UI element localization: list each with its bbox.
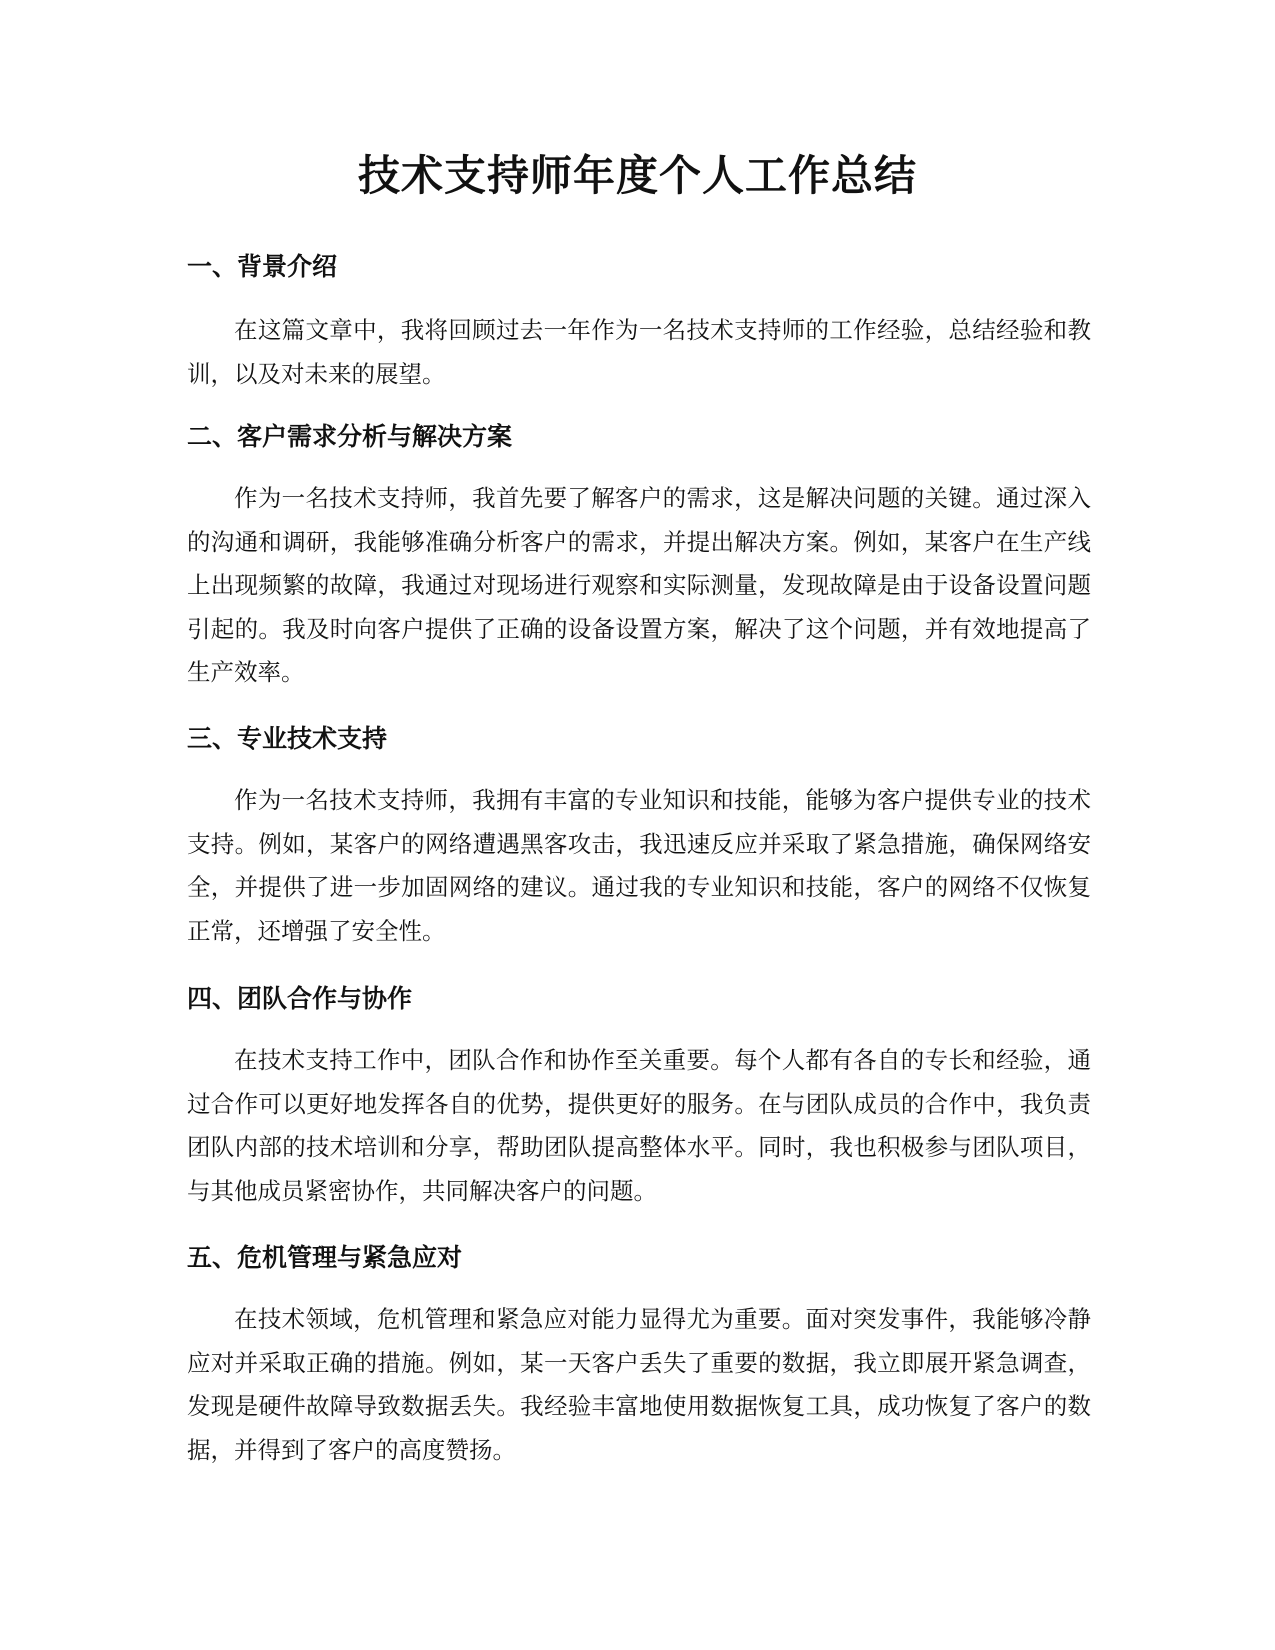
section-technical-support — [187, 722, 1091, 953]
section-heading: 四、团队合作与协作 — [187, 984, 413, 1013]
section-paragraph: 作为一名技术支持师，我首先要了解客户的需求，这是解决问题的关键。通过深入的沟通和调研，我能够准确分析客户的需求，并提出解决方案。例如，某客户在生产线上出现频繁的故障，我通过对现场进行观察和实际测量，发现故障是由于设备设置问题引起的。我及时向客户提供了正确的设备设置方案，解决了这个问题，并有效地提高了生产效率。 — [187, 484, 1091, 686]
section-paragraph: 在这篇文章中，我将回顾过去一年作为一名技术支持师的工作经验，总结经验和教训，以及对未来的展望。 — [187, 316, 1091, 388]
section-crisis-management — [187, 1241, 1091, 1472]
section-background — [187, 250, 1091, 396]
section-customer-needs — [187, 420, 1091, 695]
document-title: 技术支持师年度个人工作总结 — [357, 151, 917, 200]
section-paragraph: 作为一名技术支持师，我拥有丰富的专业知识和技能，能够为客户提供专业的技术支持。例如，某客户的网络遭遇黑客攻击，我迅速反应并采取了紧急措施，确保网络安全，并提供了进一步加固网络的建议。通过我的专业知识和技能，客户的网络不仅恢复正常，还增强了安全性。 — [187, 786, 1091, 945]
section-heading: 一、背景介绍 — [187, 252, 338, 281]
section-paragraph: 在技术领域，危机管理和紧急应对能力显得尤为重要。面对突发事件，我能够冷静应对并采取正确的措施。例如，某一天客户丢失了重要的数据，我立即展开紧急调查，发现是硬件故障导致数据丢失。我经验丰富地使用数据恢复工具，成功恢复了客户的数据，并得到了客户的高度赞扬。 — [187, 1305, 1091, 1464]
section-teamwork — [187, 982, 1091, 1213]
section-heading: 五、危机管理与紧急应对 — [187, 1243, 463, 1272]
section-paragraph: 在技术支持工作中，团队合作和协作至关重要。每个人都有各自的专长和经验，通过合作可以更好地发挥各自的优势，提供更好的服务。在与团队成员的合作中，我负责团队内部的技术培训和分享，帮助团队提高整体水平。同时，我也积极参与团队项目，与其他成员紧密协作，共同解决客户的问题。 — [187, 1046, 1091, 1205]
section-heading: 三、专业技术支持 — [187, 724, 388, 753]
section-heading: 二、客户需求分析与解决方案 — [187, 422, 513, 451]
